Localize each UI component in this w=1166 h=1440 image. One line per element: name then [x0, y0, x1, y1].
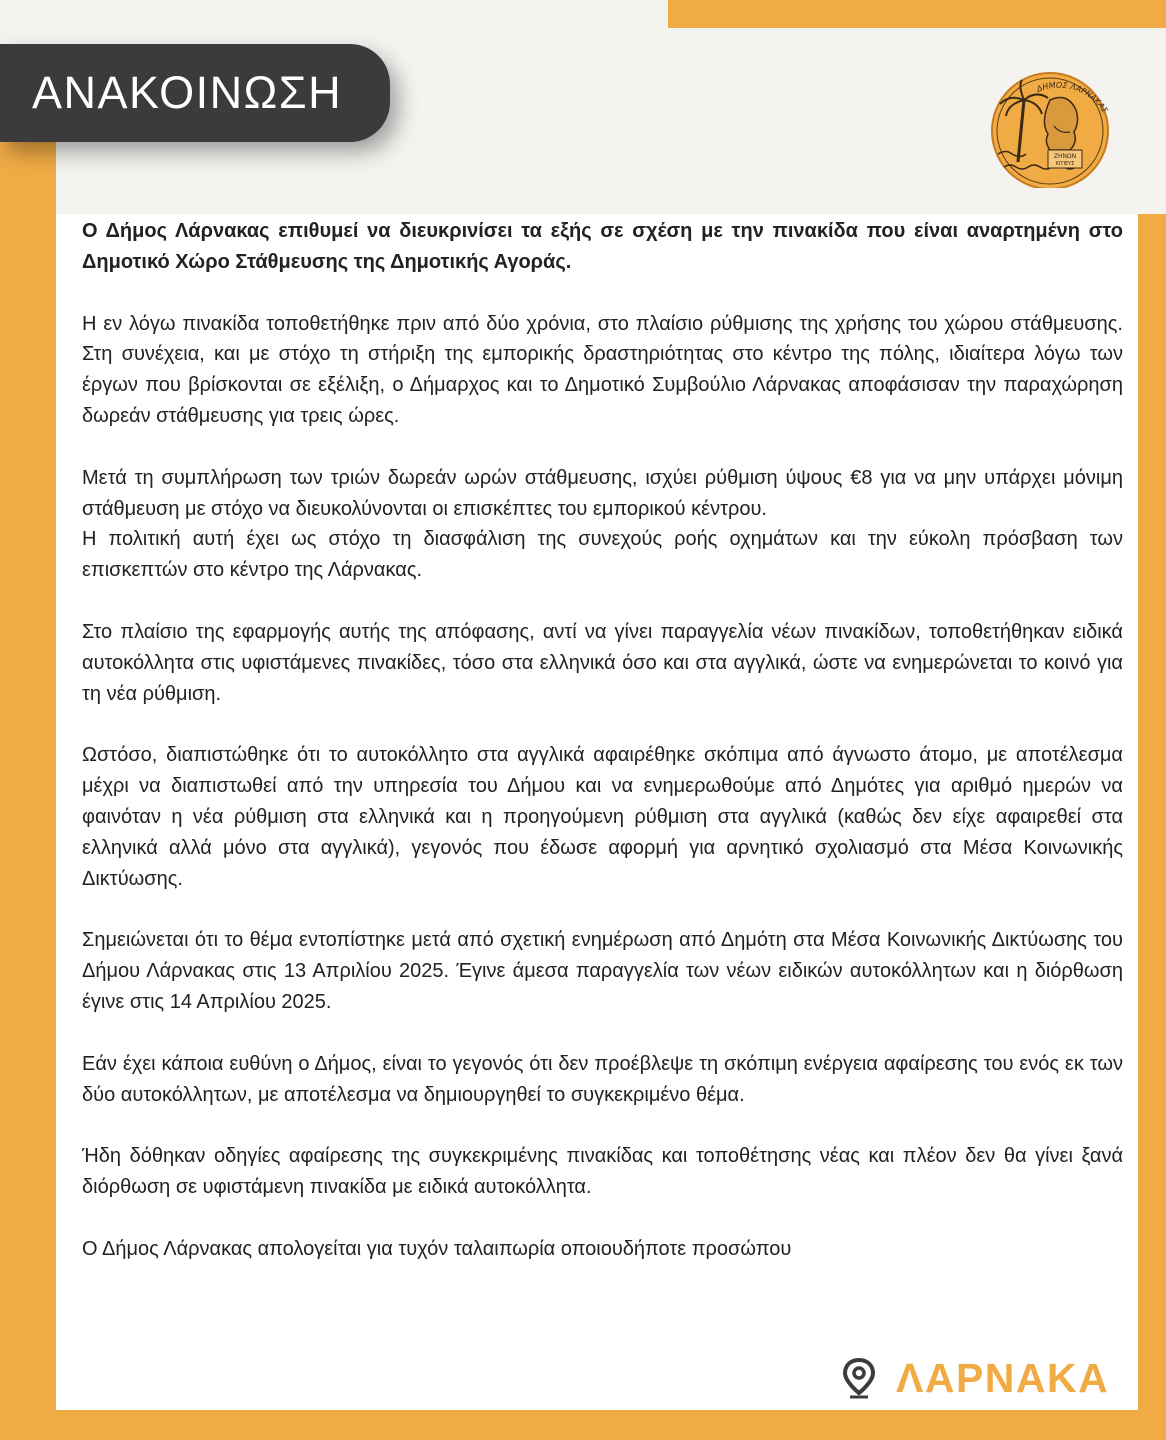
seal-inscription-line1: ΖΗΝΩΝ	[1053, 153, 1077, 160]
title-banner	[0, 44, 390, 142]
bottom-frame-bar	[0, 1410, 1166, 1440]
seal-arc-text: ΔΗΜΟΣ ΛΑΡΝΑΚΑΣ	[1035, 80, 1110, 115]
left-frame-bar	[0, 90, 56, 1440]
right-frame-bar	[1138, 214, 1166, 1440]
municipality-seal-icon	[980, 70, 1120, 188]
announcement-body	[82, 216, 1123, 1296]
announcement-paragraph: Ήδη δόθηκαν οδηγίες αφαίρεσης της συγκεκριμένης πινακίδας και τοποθέτησης νέας και πλέον δεν θα γίνει ξανά διόρθωση σε υφιστάμενη πινακίδα με ειδικά αυτοκόλλητα.	[82, 1145, 1123, 1199]
announcement-paragraph: Στο πλαίσιο της εφαρμογής αυτής της απόφασης, αντί να γίνει παραγγελία νέων πινακίδων, τοποθετήθηκαν ειδικά αυτοκόλλητα στις υφιστάμενες πινακίδες, τόσο στα ελληνικά όσο και στα αγγλικά, ώστε να ενημερώνεται το κοινό για τη νέα ρύθμιση.	[82, 620, 1123, 705]
brand-logo	[842, 1354, 1109, 1402]
seal-inscription-line2: ΚΙΤΙΕΥΣ	[1055, 161, 1075, 167]
announcement-paragraph: Μετά τη συμπλήρωση των τριών δωρεάν ωρών στάθμευσης, ισχύει ρύθμιση ύψους €8 για να μην υπάρχει μόνιμη στάθμευση με στόχο να διευκολύνονται οι επισκέπτες του εμπορικού κέντρου.	[82, 466, 1123, 520]
announcement-paragraph: Εάν έχει κάποια ευθύνη ο Δήμος, είναι το γεγονός ότι δεν προέβλεψε τη σκόπιμη ενέργεια αφαίρεσης του ενός εκ των δύο αυτοκόλλητων, με αποτέλεσμα να δημιουργηθεί το συγκεκριμένο θέμα.	[82, 1052, 1123, 1106]
announcement-paragraph: Σημειώνεται ότι το θέμα εντοπίστηκε μετά από σχετική ενημέρωση από Δημότη στα Μέσα Κοινωνικής Δικτύωσης του Δήμου Λάρνακας στις 13 Απριλίου 2025. Έγινε άμεσα παραγγελία των νέων ειδικών αυτοκόλλητων και η διόρθωση έγινε στις 14 Απριλίου 2025.	[82, 929, 1123, 1013]
announcement-closing: Ο Δήμος Λάρνακας απολογείται για τυχόν ταλαιπωρία οποιουδήποτε προσώπου	[82, 1237, 792, 1260]
announcement-paragraph: Ωστόσο, διαπιστώθηκε ότι το αυτοκόλλητο στα αγγλικά αφαιρέθηκε σκόπιμα από άγνωστο άτομο, με αποτέλεσμα μέχρι να διαπιστωθεί από την υπηρεσία του Δήμου και να ενημερωθούμε από Δημότες για αριθμό ημερών να φαινόταν η νέα ρύθμιση στα ελληνικά και η προηγούμενη ρύθμιση στα αγγλικά (καθώς δεν είχε αφαιρεθεί στα ελληνικά αλλά μόνο στα αγγλικά), γεγονός που έδωσε αφορμή για αρνητικό σχολιασμό στα Μέσα Κοινωνικής Δικτύωσης.	[82, 744, 1123, 890]
brand-name: ΛΑΡΝΑΚΑ	[896, 1354, 1110, 1401]
announcement-paragraph: Η εν λόγω πινακίδα τοποθετήθηκε πριν από δύο χρόνια, στο πλαίσιο ρύθμισης της χρήσης του χώρου στάθμευσης. Στη συνέχεια, και με στόχο τη στήριξη της εμπορικής δραστηριότητας στο κέντρο της πόλης, ιδιαίτερα λόγω των έργων που βρίσκονται σε εξέλιξη, ο Δήμαρχος και το Δημοτικό Συμβούλιο Λάρνακας αποφάσισαν την παραχώρηση δωρεάν στάθμευσης για τρεις ώρες.	[82, 312, 1123, 427]
location-pin-icon	[842, 1357, 876, 1399]
announcement-paragraph: Η πολιτική αυτή έχει ως στόχο τη διασφάλιση της συνεχούς ροής οχημάτων και την εύκολη πρόσβαση των επισκεπτών στο κέντρο της Λάρνακας.	[82, 528, 1123, 582]
announcement-intro: Ο Δήμος Λάρνακας επιθυμεί να διευκρινίσει τα εξής σε σχέση με την πινακίδα που είναι αναρτημένη στο Δημοτικό Χώρο Στάθμευσης της Δημοτικής Αγοράς.	[82, 220, 1123, 273]
page-title: ΑΝΑΚΟΙΝΩΣΗ	[32, 67, 343, 118]
top-accent-bar	[668, 0, 1166, 28]
